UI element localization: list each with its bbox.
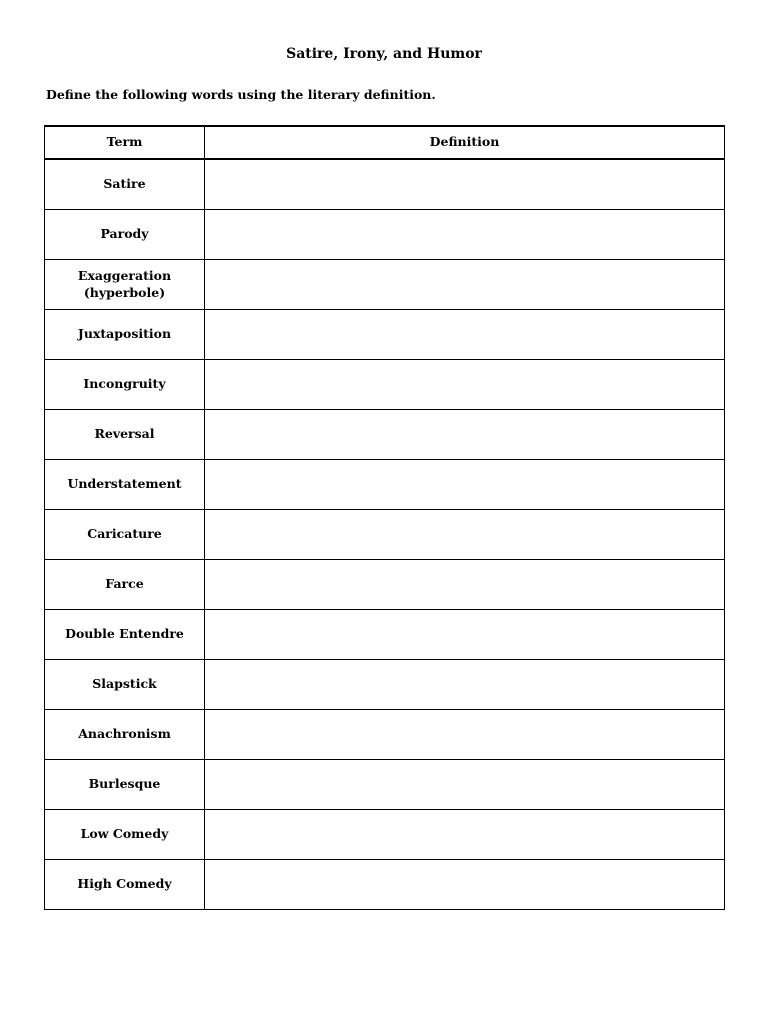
- term-column-header: Term: [45, 126, 205, 159]
- table-row: [45, 410, 725, 460]
- table-header-row: [45, 126, 725, 159]
- table-row: [45, 159, 725, 210]
- term-cell: Juxtaposition: [45, 310, 205, 360]
- definition-cell[interactable]: [205, 810, 725, 860]
- instructions-text: Define the following words using the literary definition.: [46, 87, 436, 102]
- page-title: Satire, Irony, and Humor: [286, 46, 482, 62]
- table-row: [45, 210, 725, 260]
- term-cell: High Comedy: [45, 860, 205, 910]
- term-cell: Double Entendre: [45, 610, 205, 660]
- term-cell: Slapstick: [45, 660, 205, 710]
- term-cell: Caricature: [45, 510, 205, 560]
- definition-cell[interactable]: [205, 460, 725, 510]
- table-row: [45, 610, 725, 660]
- table-row: [45, 510, 725, 560]
- terms-table: [44, 125, 725, 910]
- term-cell: Incongruity: [45, 360, 205, 410]
- term-cell: Understatement: [45, 460, 205, 510]
- definition-cell[interactable]: [205, 360, 725, 410]
- table-row: [45, 660, 725, 710]
- definition-cell[interactable]: [205, 660, 725, 710]
- term-cell: Reversal: [45, 410, 205, 460]
- table-row: [45, 760, 725, 810]
- definition-cell[interactable]: [205, 760, 725, 810]
- definition-cell[interactable]: [205, 510, 725, 560]
- table-row: [45, 460, 725, 510]
- table-row: [45, 810, 725, 860]
- definition-cell[interactable]: [205, 260, 725, 310]
- definition-cell[interactable]: [205, 610, 725, 660]
- table-row: [45, 260, 725, 310]
- definition-cell[interactable]: [205, 710, 725, 760]
- table-row: [45, 310, 725, 360]
- definition-column-header: Definition: [205, 126, 725, 159]
- definition-cell[interactable]: [205, 560, 725, 610]
- definition-cell[interactable]: [205, 410, 725, 460]
- term-cell: Exaggeration (hyperbole): [45, 260, 205, 310]
- term-cell: Farce: [45, 560, 205, 610]
- table-row: [45, 710, 725, 760]
- definition-cell[interactable]: [205, 310, 725, 360]
- definition-cell[interactable]: [205, 860, 725, 910]
- table-row: [45, 860, 725, 910]
- term-cell: Burlesque: [45, 760, 205, 810]
- table-row: [45, 560, 725, 610]
- term-cell: Low Comedy: [45, 810, 205, 860]
- definition-cell[interactable]: [205, 210, 725, 260]
- term-cell: Satire: [45, 159, 205, 210]
- definition-cell[interactable]: [205, 159, 725, 210]
- table-row: [45, 360, 725, 410]
- term-cell: Anachronism: [45, 710, 205, 760]
- term-cell: Parody: [45, 210, 205, 260]
